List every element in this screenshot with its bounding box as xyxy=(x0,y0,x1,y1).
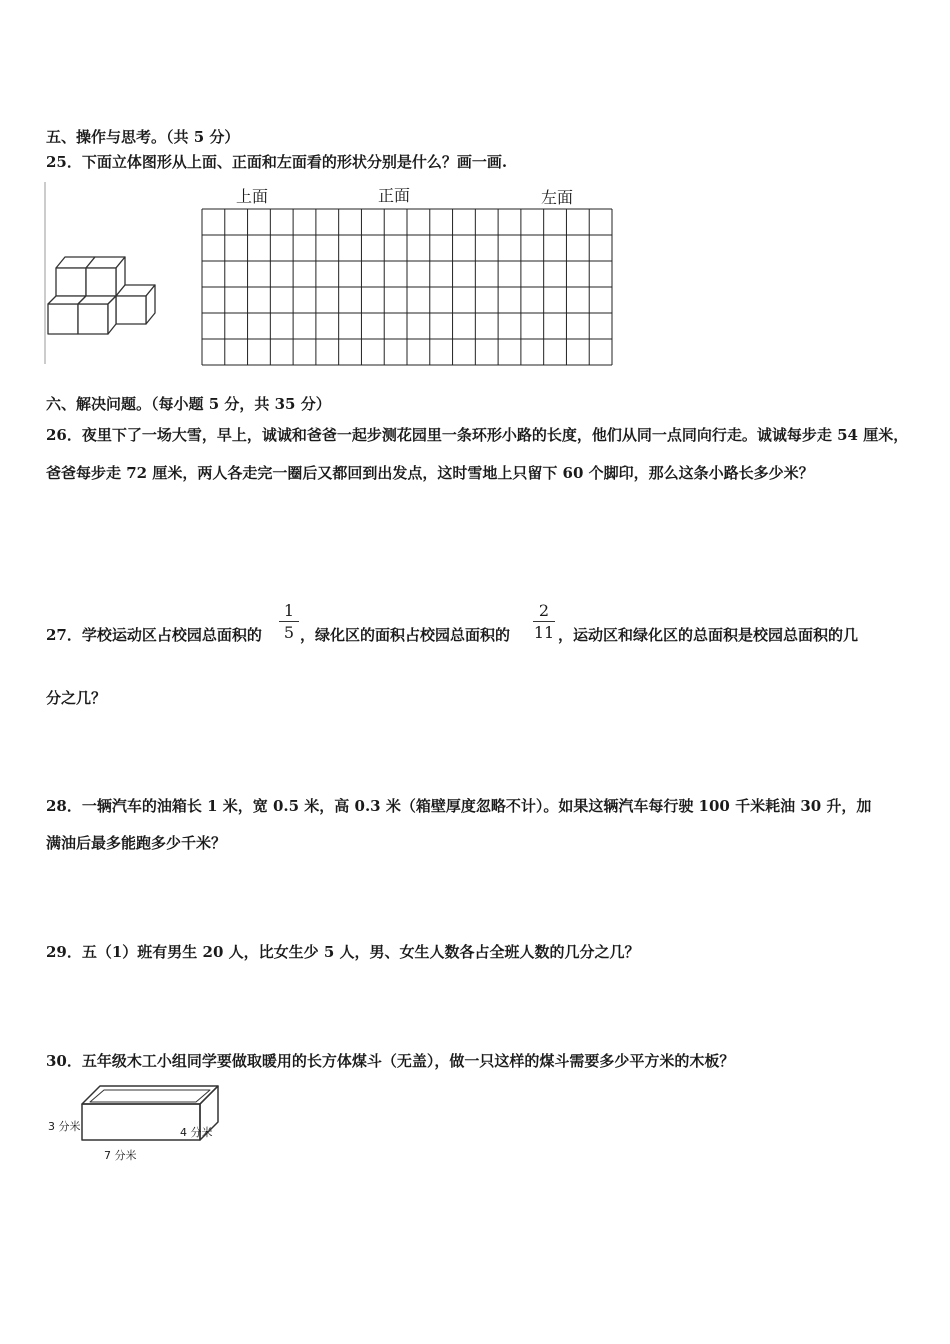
cube-face xyxy=(48,304,78,334)
grid-label-front-view: 正面 xyxy=(378,186,411,205)
cube-face xyxy=(116,296,146,324)
q27-text-part-2: ，绿化区的面积占校园总面积的 xyxy=(300,626,511,644)
q27-fraction-1-numerator: 1 xyxy=(283,601,295,620)
box-length-label: 7 分米 xyxy=(104,1149,137,1162)
cube-face xyxy=(56,268,86,296)
cube-face xyxy=(78,304,108,334)
q27-fraction-2 xyxy=(532,601,556,642)
q27-fraction-2-numerator: 2 xyxy=(538,601,550,620)
fraction-bar xyxy=(533,621,555,622)
question-29: 29．五（1）班有男生 20 人，比女生少 5 人，男、女生人数各占全班人数的几分之几？ xyxy=(46,943,640,961)
grid-label-top-view: 上面 xyxy=(236,187,269,206)
cube-face xyxy=(86,268,116,296)
question-30: 30．五年级木工小组同学要做取暖用的长方体煤斗（无盖），做一只这样的煤斗需要多少平方米的木板？ xyxy=(46,1052,735,1070)
fraction-bar xyxy=(279,621,299,622)
box-width-label: 4 分米 xyxy=(180,1126,213,1139)
q27-fraction-1-denominator: 5 xyxy=(283,623,295,642)
cube-stack-figure xyxy=(44,182,174,366)
q27-text-part-3: ，运动区和绿化区的总面积是校园总面积的几 xyxy=(558,626,859,644)
question-28-line-2: 满油后最多能跑多少千米？ xyxy=(46,834,227,852)
grid-label-left-view: 左面 xyxy=(541,188,574,207)
q27-fraction-1 xyxy=(278,601,300,642)
question-27-line-1 xyxy=(46,624,262,646)
box-inner-rim xyxy=(90,1090,210,1102)
question-25: 25．下面立体图形从上面、正面和左面看的形状分别是什么？画一画. xyxy=(46,153,508,171)
section-5-heading: 五、操作与思考。（共 5 分） xyxy=(46,128,240,146)
drawing-grid[interactable] xyxy=(201,208,613,366)
question-26: 26．夜里下了一场大雪，早上，诚诚和爸爸一起步测花园里一条环形小路的长度，他们从同一点同向行走。诚诚每步走 54 厘米，爸爸每步走 72 厘米，两人各走完一圈后又都回到出发点，这时雪地上只留下 60 个脚印，那么这条小路长多少米？ xyxy=(46,426,909,482)
question-28-line-1: 28．一辆汽车的油箱长 1 米，宽 0.5 米，高 0.3 米（箱壁厚度忽略不计）。如果这辆汽车每行驶 100 千米耗油 30 升，加 xyxy=(46,797,872,815)
section-6-heading: 六、解决问题。（每小题 5 分，共 35 分） xyxy=(46,395,331,413)
box-height-label: 3 分米 xyxy=(48,1120,81,1133)
q27-fraction-2-denominator: 11 xyxy=(533,623,555,642)
question-27-line-2: 分之几？ xyxy=(46,689,107,707)
box-top-rim xyxy=(82,1086,218,1104)
q27-text-part-1: 27．学校运动区占校园总面积的 xyxy=(46,626,262,644)
